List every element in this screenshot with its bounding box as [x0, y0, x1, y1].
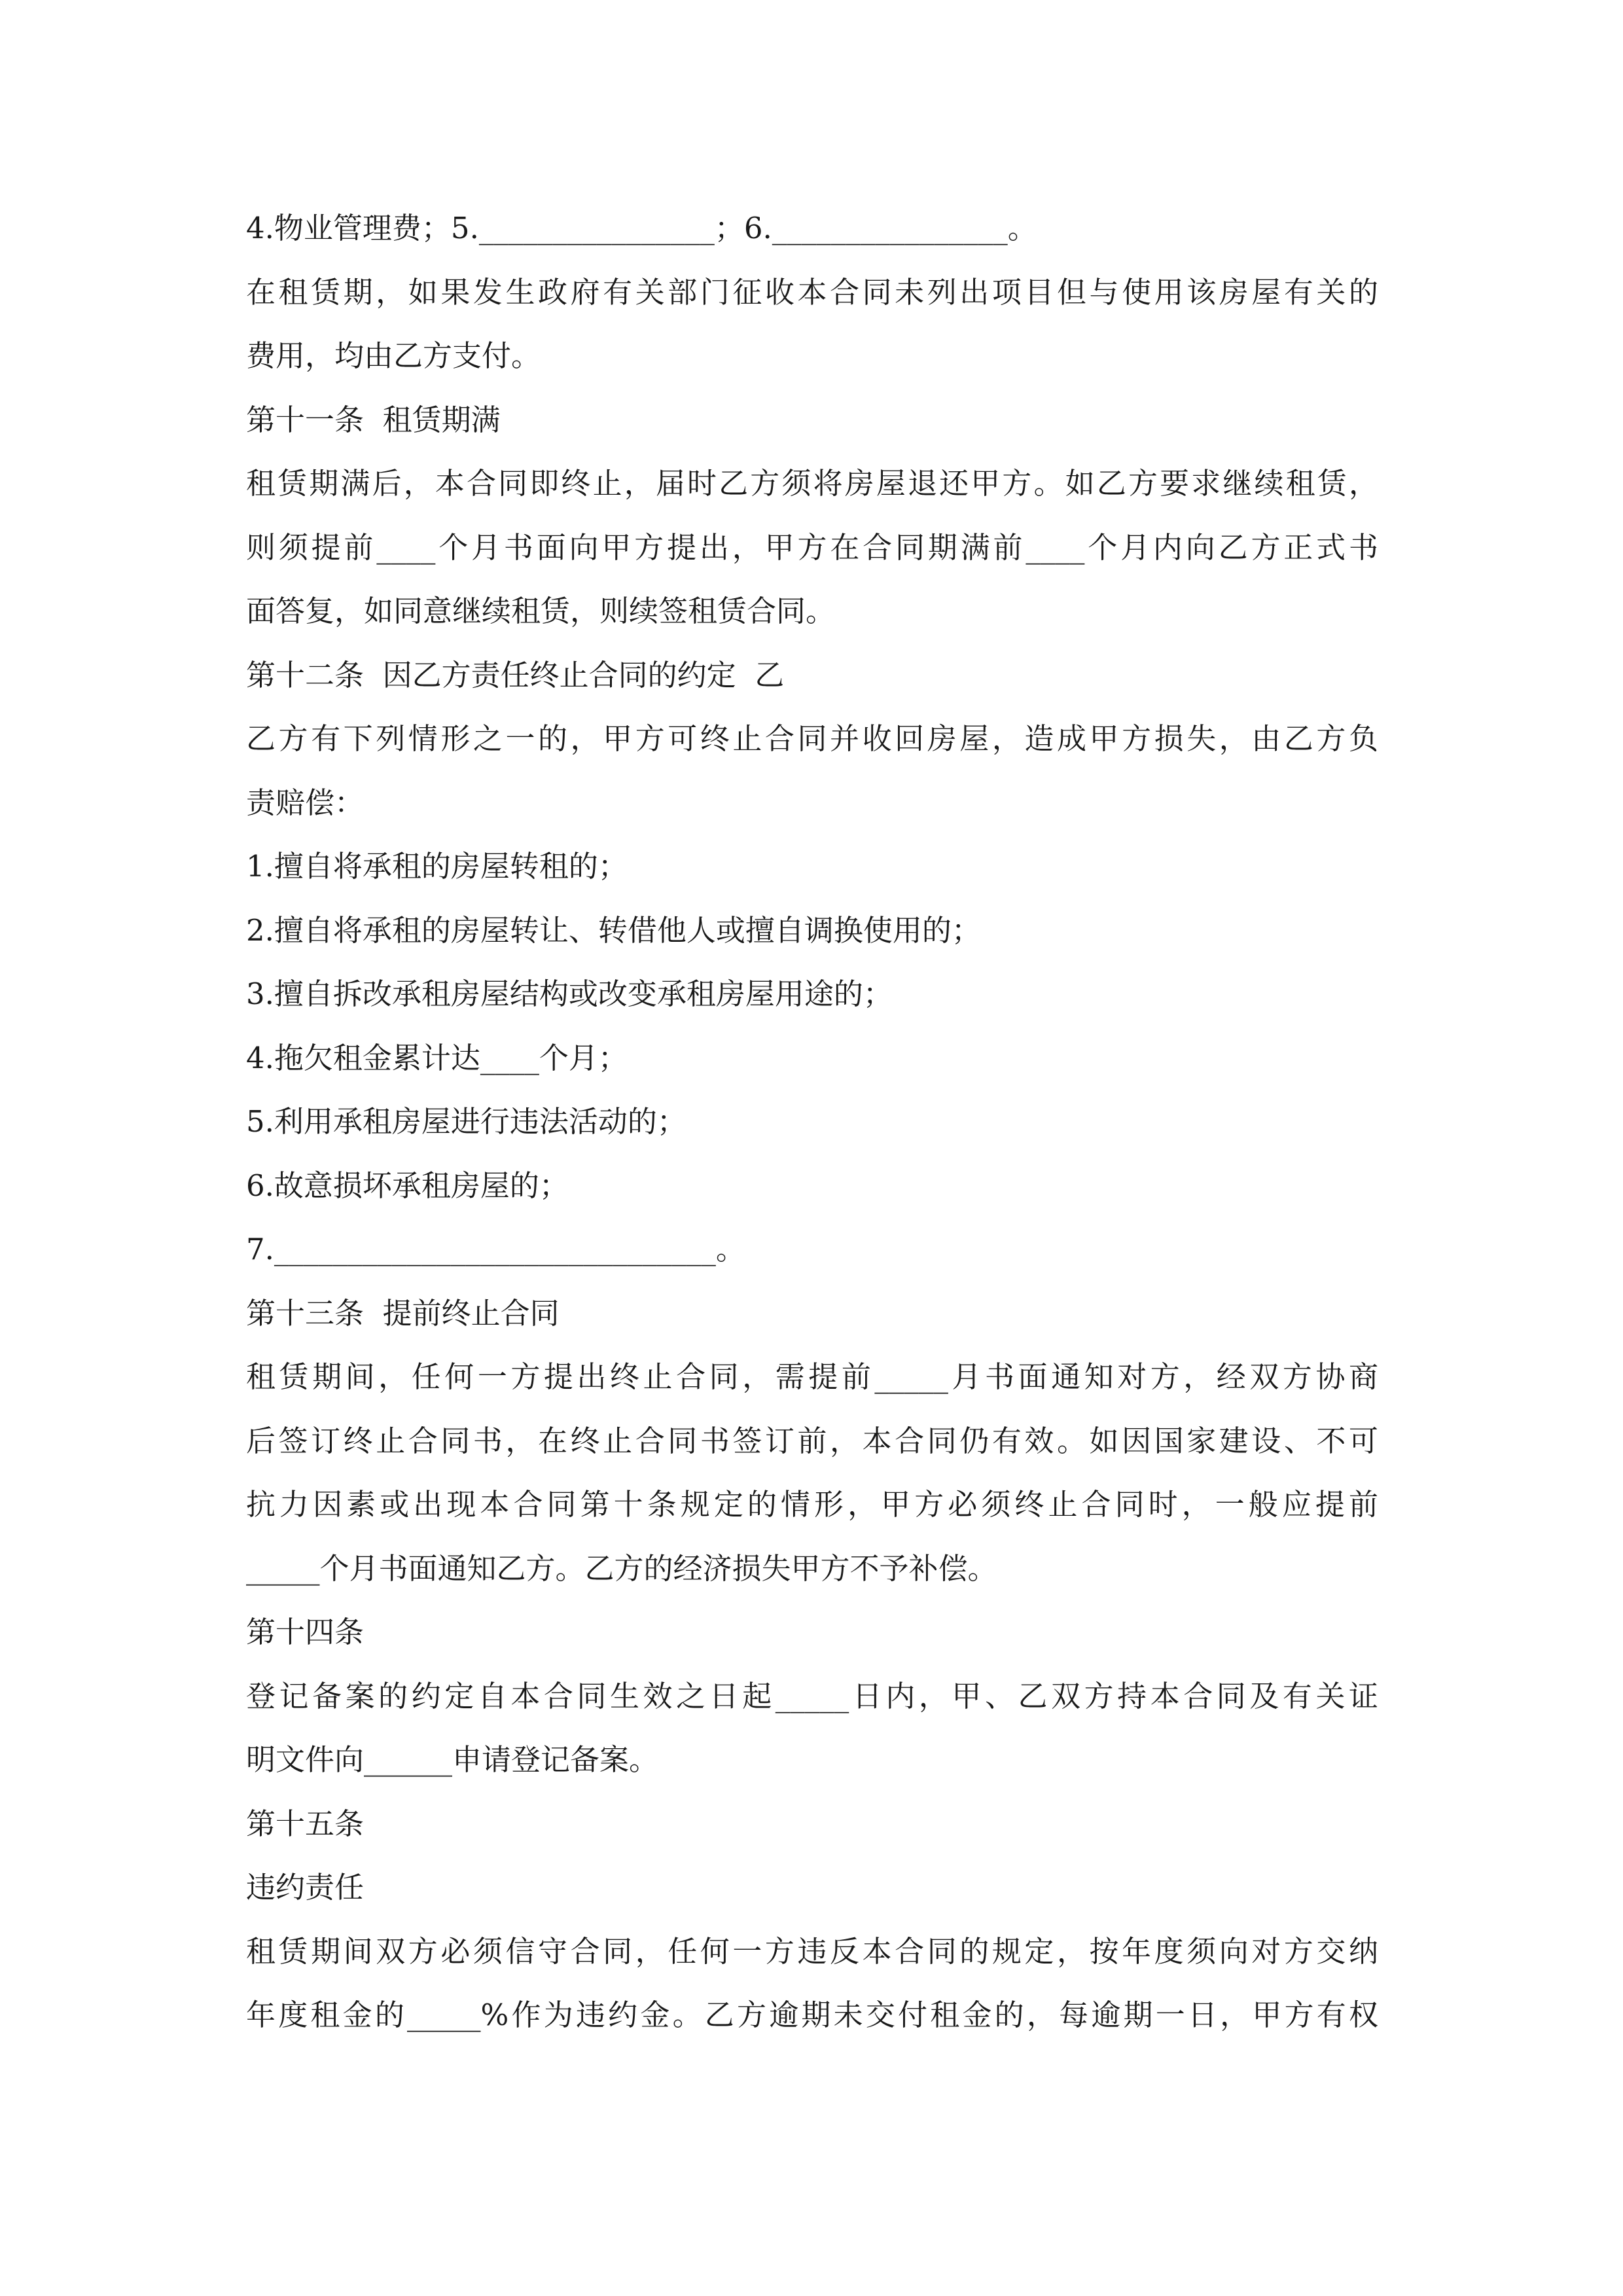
text-line: 第十二条 因乙方责任终止合同的约定 乙 [246, 657, 785, 692]
text-line: 2.擅自将承租的房屋转让、转借他人或擅自调换使用的； [246, 912, 981, 948]
text-line: 明文件向______申请登记备案。 [246, 1742, 659, 1777]
contract-text-body [246, 196, 1378, 2047]
text-line: 面答复，如同意继续租赁，则续签租赁合同。 [246, 594, 836, 628]
text-line: 第十五条 [246, 1806, 365, 1841]
text-line: _____个月书面通知乙方。乙方的经济损失甲方不予补偿。 [246, 1551, 997, 1586]
text-line: 第十三条 提前终止合同 [246, 1295, 560, 1331]
text-line: 1.擅自将承租的房屋转租的； [246, 849, 628, 884]
text-line: 租赁期间，任何一方提出终止合同，需提前_____月书面通知对方，经双方协商 [246, 1359, 1378, 1394]
text-line: 登记备案的约定自本合同生效之日起_____日内，甲、乙双方持本合同及有关证 [246, 1678, 1378, 1713]
text-line: 第十一条 租赁期满 [246, 402, 501, 437]
text-line: 后签订终止合同书，在终止合同书签订前，本合同仍有效。如因国家建设、不可 [246, 1423, 1378, 1458]
text-line: 第十四条 [246, 1615, 365, 1649]
text-line: 5.利用承租房屋进行违法活动的； [246, 1104, 687, 1139]
text-line: 责赔偿： [246, 785, 365, 820]
text-line: 年度租金的_____%作为违约金。乙方逾期未交付租金的，每逾期一日，甲方有权 [246, 1998, 1378, 2032]
text-line: 7.______________________________。 [246, 1232, 745, 1266]
text-line: 租赁期满后，本合同即终止，届时乙方须将房屋退还甲方。如乙方要求继续租赁， [246, 466, 1378, 501]
text-line: 4.物业管理费；5.________________；6.________________。 [246, 211, 1037, 245]
text-line: 则须提前____个月书面向甲方提出，甲方在合同期满前____个月内向乙方正式书 [246, 529, 1378, 565]
text-line: 4.拖欠租金累计达____个月； [246, 1040, 628, 1075]
text-line: 费用，均由乙方支付。 [246, 338, 541, 373]
text-line: 抗力因素或出现本合同第十条规定的情形，甲方必须终止合同时，一般应提前 [246, 1487, 1378, 1522]
text-line: 6.故意损坏承租房屋的； [246, 1168, 569, 1203]
text-line: 3.擅自拆改承租房屋结构或改变承租房屋用途的； [246, 977, 893, 1011]
text-line: 违约责任 [246, 1870, 365, 1905]
text-line: 乙方有下列情形之一的，甲方可终止合同并收回房屋，造成甲方损失，由乙方负 [246, 721, 1378, 756]
text-line: 在租赁期，如果发生政府有关部门征收本合同未列出项目但与使用该房屋有关的 [246, 274, 1378, 310]
text-line: 租赁期间双方必须信守合同，任何一方违反本合同的规定，按年度须向对方交纳 [246, 1933, 1378, 1969]
